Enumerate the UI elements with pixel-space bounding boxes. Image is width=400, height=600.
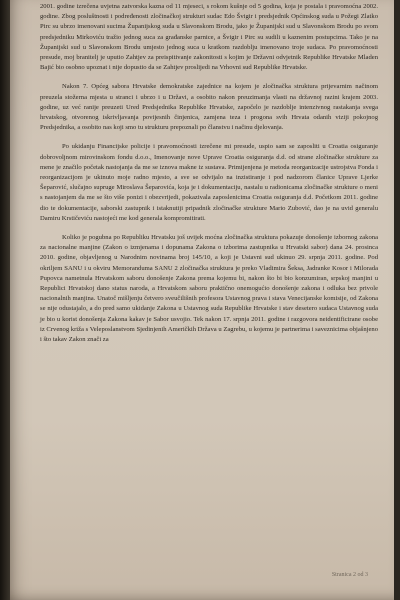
document-page bbox=[10, 0, 394, 600]
document-body bbox=[40, 2, 378, 354]
page-number: Stranica 2 od 3 bbox=[331, 572, 368, 578]
paragraph-3: Po ukidanju Financijske policije i pravomoćnosti izrečene mi presude, uspio sam se zaposliti u Croatia osiguranje dobrovoljnom mirovinskom fondu d.o.o., Imenovanje nove Uprave Croatia osiguranja d.d. od strane zločinačke strukture za mene je značilo početak nastojanja da me se iznova makne iz sustava. Primijenjena je metoda reorganizacije ustrojstva Fonda i reorganizacijom je ukinuto moje radno mjesto, a sve se odvijalo na inzistiranje i pod nadzorom članice Uprave Ljerke Šeparović, slučajno supruge Miroslava Šeparovića, koja je i dokumentaciju, nastalu u radionicama zločinačke strukture o meni s nastojanjem da me se što više ponizi i obezvrijedi, pokazivala zaposlenicima Croatia osiguranja d.d. Početkom 2011. godine dio te dokumentacije, saborski zastupnik i istaknutiji pripadnik zločinačke strukture Mario Zubović, dao je na uvid generalu Damiru Krstičeviću nastojeći me kod generala kompromitirati. bbox=[40, 143, 378, 222]
paragraph-4: Koliko je pogubna po Republiku Hrvatsku još uvijek moćna zločinačka struktura pokazuje donošenje izbornog zakona za nacionalne manjine (Zakon o izmjenama i dopunama Zakona o izborima zastupnika u Hrvatski sabor) dana 24. prosinca 2010. godine, objavljenog u Narodnim novinama broj 145/10, a koji je Ustavni sud ukinuo 29. srpnja 2011. godine. Pod okriljem SANU i u okviru Memoranduma SANU 2 zločinačka struktura je preko Vladimira Šeksa, Jadranke Kosor i Milorada Pupovca nametnula Hrvatskom saboru donošenje Zakona prema kojemu bi, nakon što bi bio konzumiran, srpskoj manjini u Republici Hrvatskoj dano status naroda, a Hrvatskom saboru praktično onemogućio donošenje zakona i odluka bez privole nacionalnih manjina. Unatoč mišljenju četvero sveučilišnih profesora Ustavnog prava i stava Venecijanske komisije, od Zakona se nije odustajalo, a do pred samo ukidanje Zakona u Ustavnog suda Republike Hrvatske i stav desetero sudaca Ustavnog suda je bio u korist donošenja Zakona kakav je Sabor usvojio. Tek nakon 17. srpnja 2011. godine i razgovora neidentificirane osobe iz Crvenog križa s Veleposlanstvom Sjedinjenih Američkih Država u Zagrebu, u kojemu je partnerima i saveznicima objašnjeno i što takav Zakon znači za bbox=[40, 234, 378, 344]
binding-edge-shadow bbox=[0, 0, 10, 600]
paragraph-1: 2001. godine izrečena uvjetna zatvorska kazna od 11 mjeseci, s rokom kušnje od 5 godina, koja je postala i pravomoćna 2002. godine. Zbog posluštnosti i podređenosti zločinačkoj strukturi sudac Edo Švigir i predsjednik Općinskog suda u Požegi Zlatko Pirc su ubrzo imenovani sucima Županijskog suda u Slavonskom Brodu, jako je Županijski sud u Slavonskom Brodu po svom predsjedniku Mirkoviću tražio jednog suca za građanske parnice, a Švigir i Pirc su sudili u kaznenim postupcima. Tako je na Županijski sud u Slavonskom Brodu umjesto jednog suca u kratkom razdoblju imenovano troje sudaca. Po pravomoćnosti presude, moj branitelj je uputio Zahtjev za preispitivanje zakonitosti s kojim je Državni odvjetnik Republike Hrvatske Mladen Bajić bio osobno upoznat i nije dopustio da se Zahtjev proslijedi na Vrhovni sud Republike Hrvatske. bbox=[40, 3, 378, 72]
paragraph-2: Nakon 7. Općeg sabora Hrvatske demokratske zajednice na kojem je zločinačka struktura prijevarnim načinom preuzela stožerna mjesta u stranci i ubrzo i u Državi, a osobito nakon preuzimanja vlasti na državnoj razini krajem 2003. godine, uz već ranije preuzeti Ured Predsjednika Republike Hrvatske, započelo je razdoblje intenzivnog rastakanja svega hrvatskog, otvorenog iskrivljavanja povijesnih činjenica, zamjena teza i progona svih Hrvata odanih viziji pokojnog Predsjednika, a osobito nas koji smo tu strukturu prepoznali po članstvu i načinu djelovanja. bbox=[40, 83, 378, 132]
